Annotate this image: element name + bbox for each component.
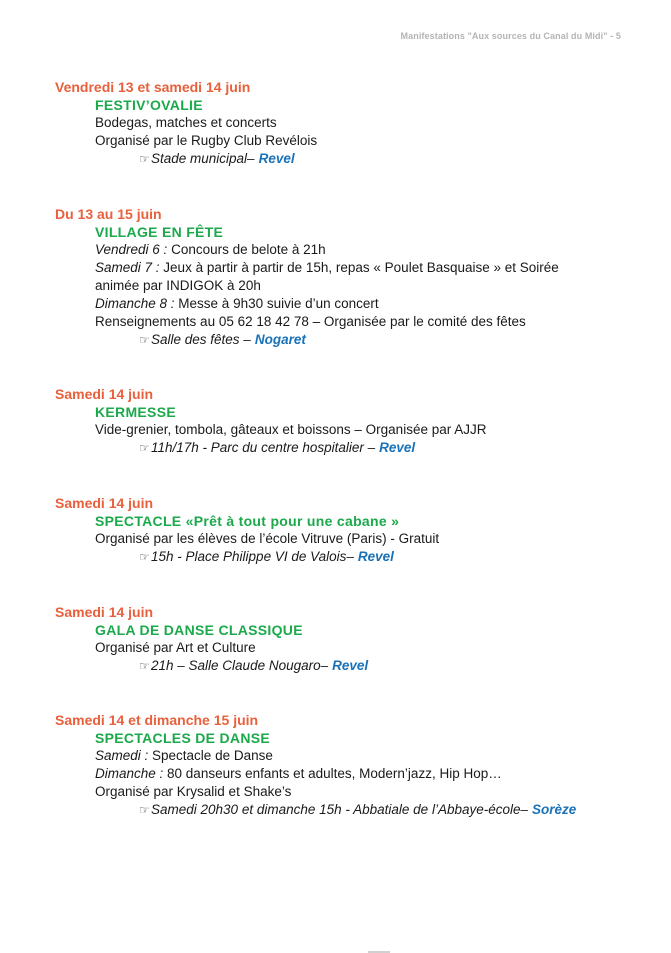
event-date: Du 13 au 15 juin bbox=[55, 206, 162, 222]
pointing-hand-icon: ☞ bbox=[139, 803, 150, 817]
line-label: Samedi 7 : bbox=[95, 260, 160, 275]
event-spectacle-cabane bbox=[55, 494, 635, 566]
event-village-en-fete bbox=[55, 205, 635, 349]
line-label: Samedi : bbox=[95, 748, 149, 763]
location-text: 11h/17h - Parc du centre hospitalier – bbox=[151, 440, 376, 455]
line-label: Dimanche 8 : bbox=[95, 296, 175, 311]
pointing-hand-icon: ☞ bbox=[139, 333, 150, 347]
event-title: KERMESSE bbox=[95, 404, 176, 420]
event-date: Samedi 14 juin bbox=[55, 604, 154, 620]
event-location bbox=[139, 439, 635, 457]
location-text: 21h – Salle Claude Nougaro– bbox=[151, 658, 329, 673]
event-title: VILLAGE EN FÊTE bbox=[95, 224, 224, 240]
line-text: Renseignements au 05 62 18 42 78 – Organisée par le comité des fêtes bbox=[95, 314, 526, 329]
location-text: 15h - Place Philippe VI de Valois– bbox=[151, 549, 354, 564]
event-description-line bbox=[95, 765, 635, 783]
line-text: Organisé par Art et Culture bbox=[95, 640, 256, 655]
event-title: FESTIV’OVALIE bbox=[95, 97, 203, 113]
line-text: animée par INDIGOK à 20h bbox=[95, 278, 261, 293]
line-text: Spectacle de Danse bbox=[148, 748, 273, 763]
event-kermesse bbox=[55, 385, 635, 457]
event-description-line bbox=[95, 277, 635, 295]
pointing-hand-icon: ☞ bbox=[139, 441, 150, 455]
pointing-hand-icon: ☞ bbox=[139, 659, 150, 673]
event-location bbox=[139, 150, 635, 168]
pointing-hand-icon: ☞ bbox=[139, 152, 150, 166]
event-description-line bbox=[95, 783, 635, 801]
line-text: Concours de belote à 21h bbox=[167, 242, 326, 257]
event-date: Samedi 14 juin bbox=[55, 386, 154, 402]
event-description-line bbox=[95, 313, 635, 331]
event-gala-danse bbox=[55, 603, 635, 675]
event-title: SPECTACLES DE DANSE bbox=[95, 730, 271, 746]
line-text: Bodegas, matches et concerts bbox=[95, 115, 277, 130]
page-header: Manifestations "Aux sources du Canal du Midi" - 5 bbox=[400, 31, 621, 41]
event-title: SPECTACLE «Prêt à tout pour une cabane » bbox=[95, 513, 400, 529]
location-town: Revel bbox=[379, 440, 416, 455]
event-location bbox=[139, 331, 635, 349]
event-description-line bbox=[95, 639, 635, 657]
location-town: Sorèze bbox=[532, 802, 577, 817]
line-text: 80 danseurs enfants et adultes, Modern’jazz, Hip Hop… bbox=[163, 766, 502, 781]
event-festivovalie bbox=[55, 78, 635, 168]
event-date: Samedi 14 juin bbox=[55, 495, 154, 511]
location-town: Revel bbox=[357, 549, 394, 564]
event-location bbox=[139, 548, 635, 566]
event-spectacles-danse bbox=[55, 711, 635, 819]
line-text: Organisé par Krysalid et Shake’s bbox=[95, 784, 292, 799]
line-text: Messe à 9h30 suivie d’un concert bbox=[174, 296, 379, 311]
event-description-line bbox=[95, 530, 635, 548]
location-town: Revel bbox=[258, 151, 295, 166]
location-text: Stade municipal– bbox=[151, 151, 255, 166]
event-location bbox=[139, 657, 635, 675]
pointing-hand-icon: ☞ bbox=[139, 550, 150, 564]
event-description-line bbox=[95, 114, 635, 132]
location-text: Salle des fêtes – bbox=[151, 332, 251, 347]
line-text: Organisé par le Rugby Club Revélois bbox=[95, 133, 318, 148]
line-label: Dimanche : bbox=[95, 766, 164, 781]
line-text: Organisé par les élèves de l’école Vitruve (Paris) - Gratuit bbox=[95, 531, 440, 546]
location-text: Samedi 20h30 et dimanche 15h - Abbatiale de l’Abbaye-école– bbox=[151, 802, 529, 817]
event-description-line bbox=[95, 132, 635, 150]
event-location bbox=[139, 801, 635, 819]
event-title: GALA DE DANSE CLASSIQUE bbox=[95, 622, 303, 638]
event-date: Samedi 14 et dimanche 15 juin bbox=[55, 712, 259, 728]
event-description-line bbox=[95, 259, 635, 277]
event-description-line bbox=[95, 421, 635, 439]
location-town: Revel bbox=[332, 658, 369, 673]
event-description-line bbox=[95, 295, 635, 313]
event-description-line bbox=[95, 747, 635, 765]
location-town: Nogaret bbox=[254, 332, 306, 347]
line-text: Vide-grenier, tombola, gâteaux et boissons – Organisée par AJJR bbox=[95, 422, 487, 437]
event-date: Vendredi 13 et samedi 14 juin bbox=[55, 79, 251, 95]
event-description-line bbox=[95, 241, 635, 259]
line-label: Vendredi 6 : bbox=[95, 242, 168, 257]
line-text: Jeux à partir à partir de 15h, repas « Poulet Basquaise » et Soirée bbox=[159, 260, 559, 275]
